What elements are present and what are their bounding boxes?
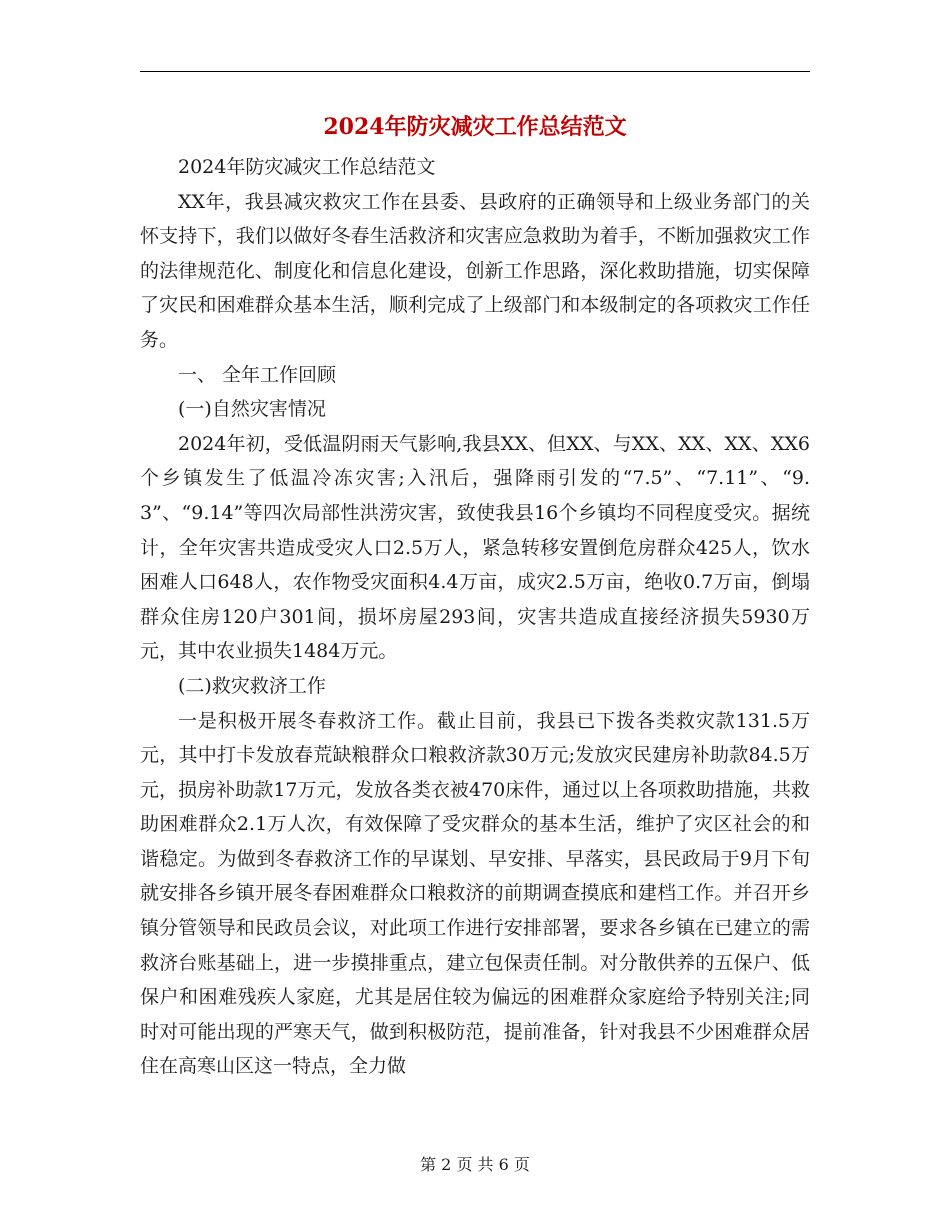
paragraph-relief-details: 一是积极开展冬春救济工作。截止目前，我县已下拨各类救灾款131.5万元，其中打卡发放春荒缺粮群众口粮救济款30万元;发放灾民建房补助款84.5万元，损房补助款17万元，发放各类衣被470床件，通过以上各项救助措施，共救助困难群众2.1万人次，有效保障了受灾群众的基本生活，维护了灾区社会的和谐稳定。为做到冬春救济工作的早谋划、早安排、早落实，县民政局于9月下旬就安排各乡镇开展冬春困难群众口粮救济的前期调查摸底和建档工作。并召开乡镇分管领导和民政员会议，对此项工作进行安排部署，要求各乡镇在已建立的需救济台账基础上，进一步摸排重点，建立包保责任制。对分散供养的五保户、低保户和困难残疾人家庭，尤其是居住较为偏远的困难群众家庭给予特别关注;同时对可能出现的严寒天气，做到积极防范，提前准备，针对我县不少困难群众居住在高寒山区这一特点，全力做 bbox=[140, 709, 810, 1078]
section-heading-review: 一、 全年工作回顾 bbox=[178, 363, 337, 386]
subsection-heading-disasters: (一)自然灾害情况 bbox=[178, 398, 326, 421]
header-rule bbox=[140, 71, 810, 72]
paragraph-disaster-details: 2024年初，受低温阴雨天气影响,我县XX、但XX、与XX、XX、XX、XX6个乡镇发生了低温冷冻灾害;入汛后，强降雨引发的“7.5”、“7.11”、“9.3”、“9.14”等四次局部性洪涝灾害，致使我县16个乡镇均不同程度受灾。据统计，全年灾害共造成受灾人口2.5万人，紧急转移安置倒危房群众425人，饮水困难人口648人，农作物受灾面积4.4万亩，成灾2.5万亩，绝收0.7万亩，倒塌群众住房120户301间，损坏房屋293间，灾害共造成直接经济损失5930万元，其中农业损失1484万元。 bbox=[140, 432, 810, 663]
page-number-footer: 第 2 页 共 6 页 bbox=[420, 1155, 530, 1174]
document-title: 2024年防灾减灾工作总结范文 bbox=[323, 114, 627, 140]
subsection-heading-relief: (二)救灾救济工作 bbox=[178, 674, 326, 697]
paragraph-subtitle: 2024年防灾减灾工作总结范文 bbox=[178, 156, 436, 178]
paragraph-intro: XX年，我县减灾救灾工作在县委、县政府的正确领导和上级业务部门的关怀支持下，我们以做好冬春生活救济和灾害应急救助为着手，不断加强救灾工作的法律规范化、制度化和信息化建设，创新工作思路，深化救助措施，切实保障了灾民和困难群众基本生活，顺利完成了上级部门和本级制定的各项救灾工作任务。 bbox=[140, 190, 810, 351]
document-body bbox=[140, 150, 810, 1084]
